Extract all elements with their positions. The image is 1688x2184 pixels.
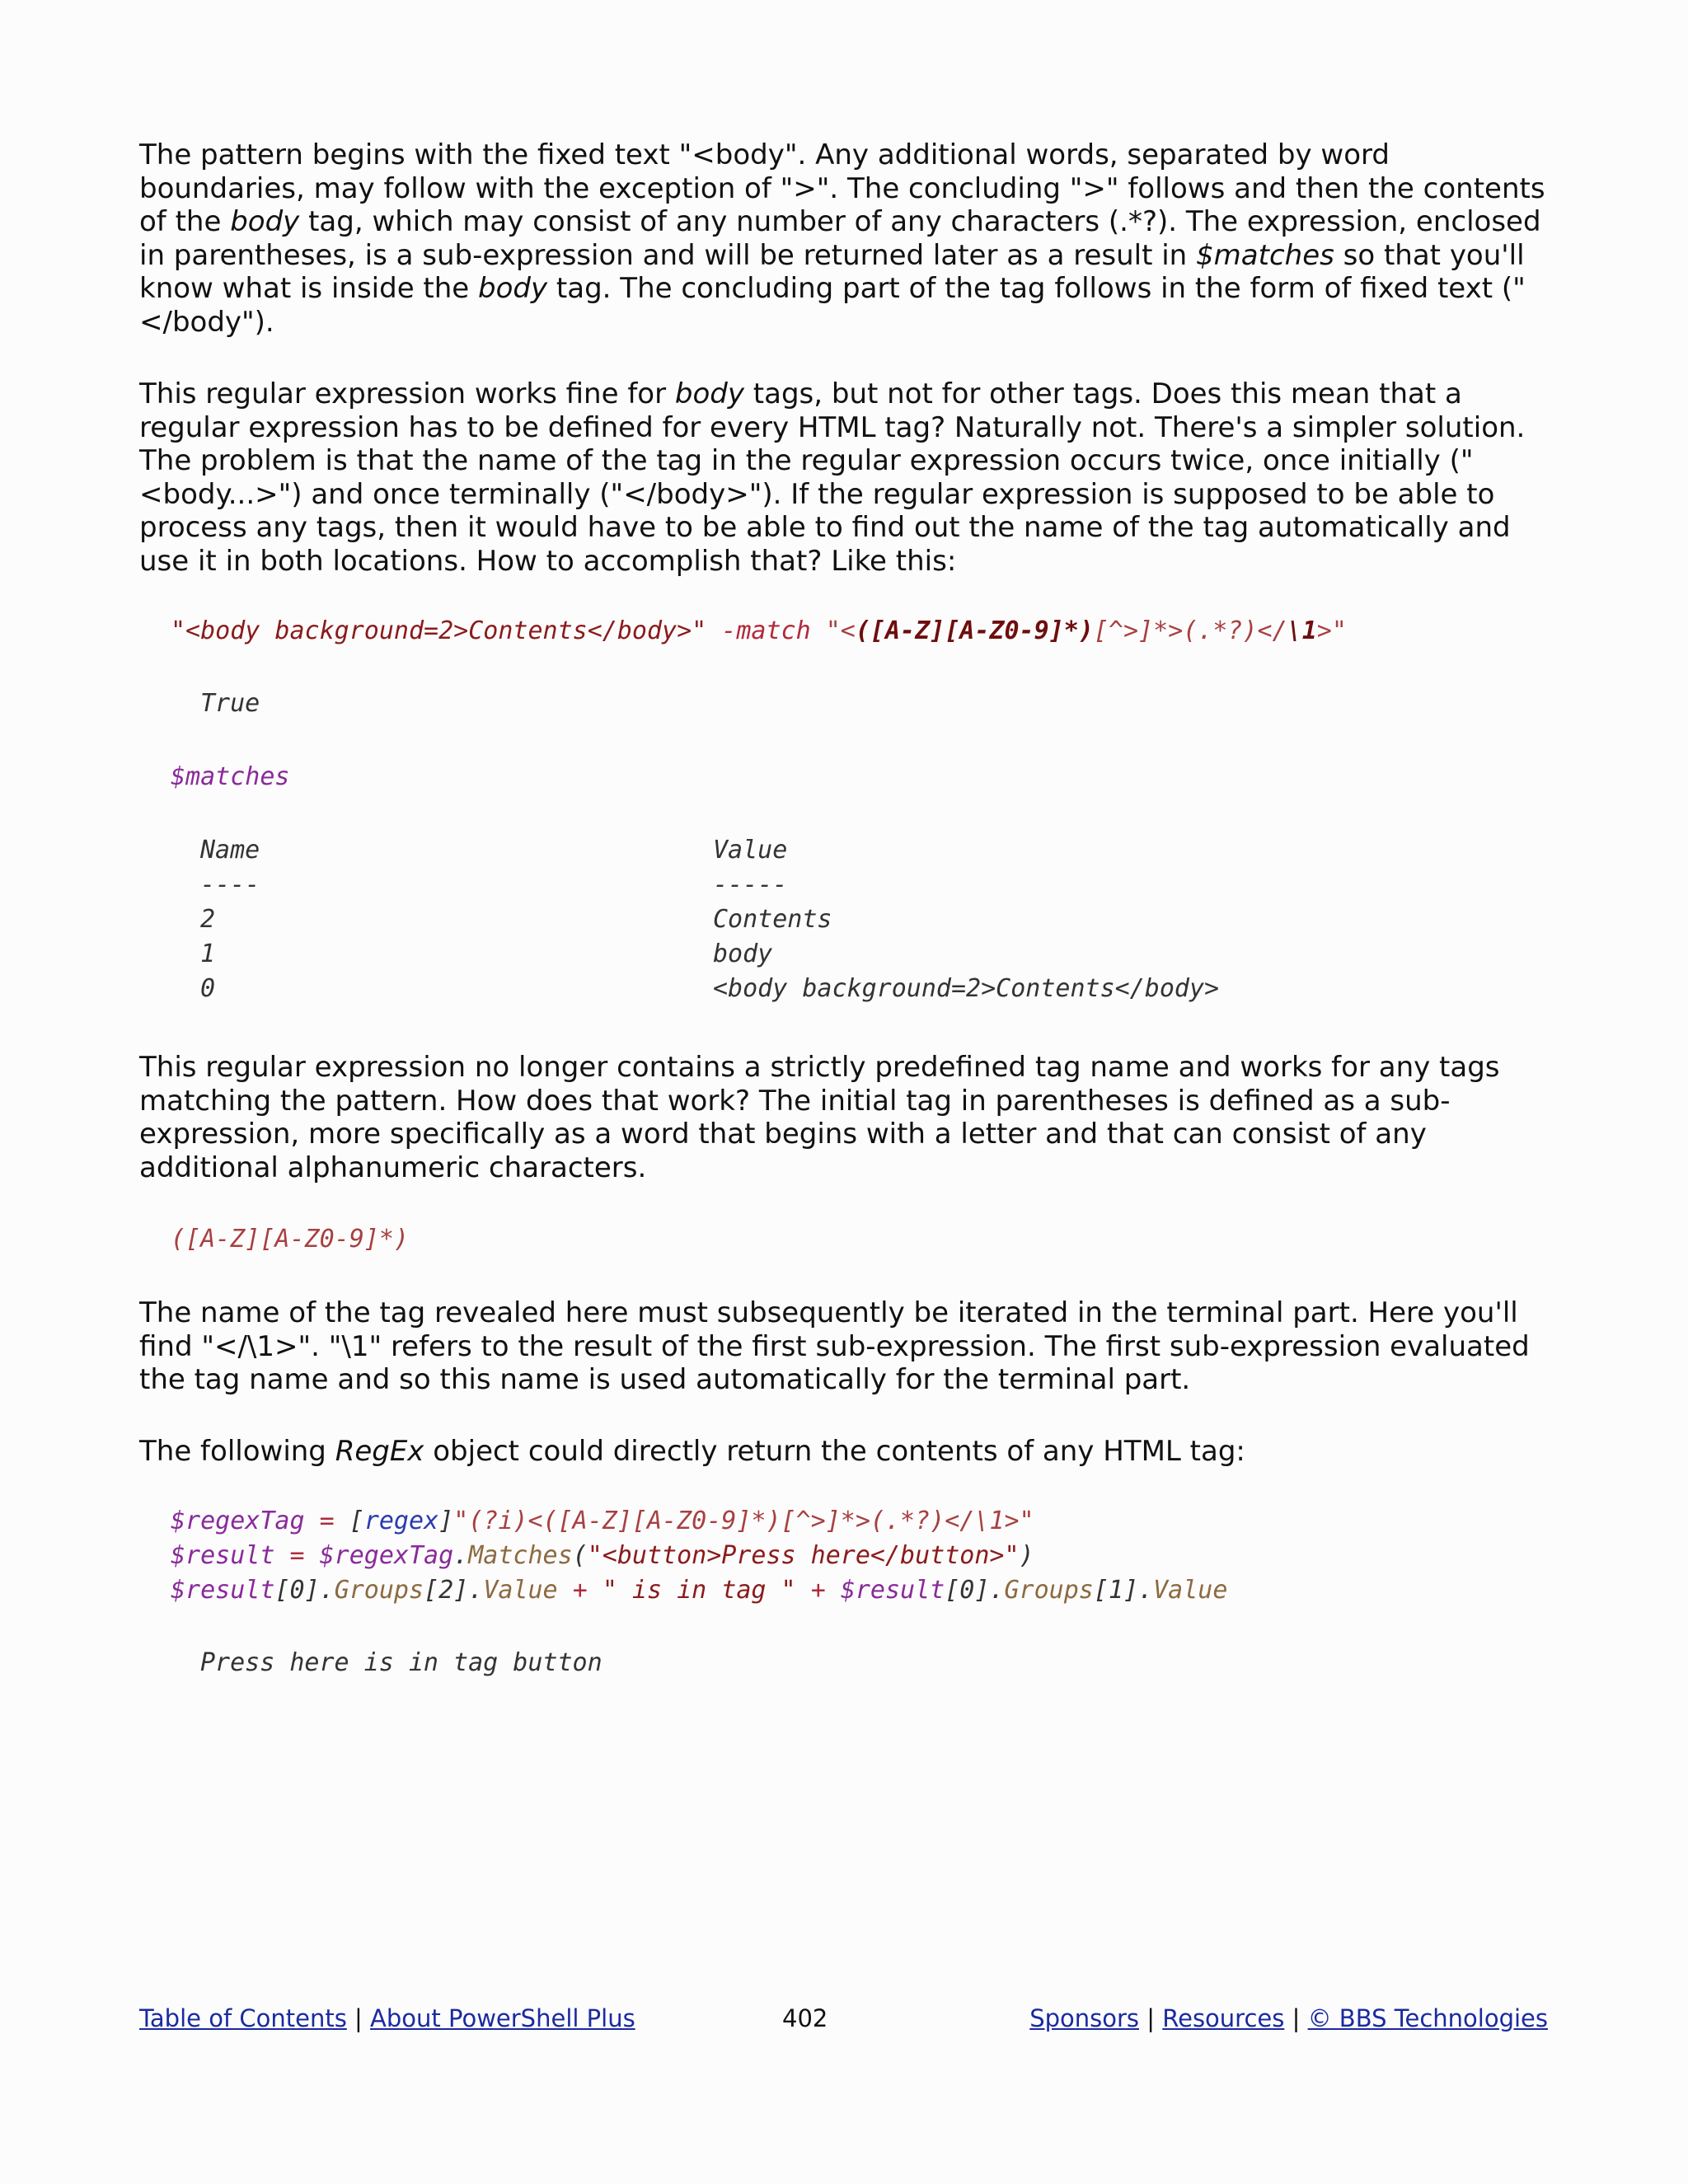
footer-separator: | bbox=[1292, 2004, 1301, 2032]
copyright-link[interactable]: © BBS Technologies bbox=[1307, 2004, 1548, 2032]
code-index: [0]. bbox=[945, 1576, 1005, 1605]
code-variable: $result bbox=[171, 1576, 275, 1605]
code-matches: $matches bbox=[171, 762, 290, 791]
code-regex-rest: [^>]*>(.*?)</ bbox=[1093, 616, 1287, 645]
code-regex-close: >" bbox=[1316, 616, 1347, 645]
code-bracket: ] bbox=[438, 1507, 454, 1535]
code-operator: + bbox=[810, 1576, 826, 1605]
code-property: Groups bbox=[1004, 1576, 1094, 1605]
sponsors-link[interactable]: Sponsors bbox=[1029, 2004, 1140, 2032]
table-row-value: body bbox=[713, 940, 773, 968]
output-result: Press here is in tag button bbox=[200, 1648, 603, 1677]
paragraph-5: The following RegEx object could directly return the contents of any HTML tag: bbox=[139, 1435, 1245, 1468]
table-header-value: Value bbox=[713, 836, 788, 865]
paragraph-1: The pattern begins with the fixed text "<body". Any additional words, separated by word boundaries, may follow with the exception of ">". The concluding ">" follows and then the contents of the body tag, which may consist of any number of any characters (.*?). The expression, enclosed in parentheses, is a sub-expression and will be returned later as a result in $matches so that you'll know what is inside the body tag. The concluding part of the tag follows in the form of fixed text ("</body"). bbox=[139, 138, 1545, 339]
code-regex-group: ([A-Z][A-Z0-9]*) bbox=[855, 616, 1094, 645]
page-number: 402 bbox=[782, 2004, 828, 2032]
code-line-2 bbox=[171, 1541, 1034, 1570]
table-row-value: <body background=2>Contents</body> bbox=[713, 974, 1220, 1003]
code-property: Value bbox=[483, 1576, 558, 1605]
code-operator: + bbox=[572, 1576, 588, 1605]
code-backref: \1 bbox=[1287, 616, 1317, 645]
code-paren: ) bbox=[1019, 1541, 1034, 1570]
code-regex-open: "< bbox=[825, 616, 856, 645]
code-dot: . bbox=[453, 1541, 469, 1570]
table-sep-name: ---- bbox=[200, 870, 260, 899]
code-string: "<button>Press here</button>" bbox=[587, 1541, 1020, 1570]
code-variable: $result bbox=[171, 1541, 275, 1570]
code-variable: $regexTag bbox=[171, 1507, 305, 1535]
code-property: Groups bbox=[334, 1576, 424, 1605]
about-link[interactable]: About PowerShell Plus bbox=[370, 2004, 635, 2032]
code-paren: ( bbox=[572, 1541, 588, 1570]
table-row-name: 2 bbox=[200, 905, 216, 934]
resources-link[interactable]: Resources bbox=[1162, 2004, 1285, 2032]
output-true: True bbox=[200, 689, 260, 718]
code-operator: = bbox=[319, 1507, 335, 1535]
table-row-value: Contents bbox=[713, 905, 832, 934]
code-subexpression: ([A-Z][A-Z0-9]*) bbox=[171, 1225, 409, 1254]
code-index: [0]. bbox=[274, 1576, 335, 1605]
code-index: [1]. bbox=[1093, 1576, 1154, 1605]
footer-left bbox=[139, 2004, 635, 2032]
code-string: " is in tag " bbox=[602, 1576, 796, 1605]
footer-right bbox=[1029, 2004, 1548, 2032]
paragraph-2: This regular expression works fine for body tags, but not for other tags. Does this mean that a regular expression has to be defined for every HTML tag? Naturally not. There's a simpler solution. The problem is that the name of the tag in the regular expression occurs twice, once initially ("<body...>") and once terminally ("</body>"). If the regular expression is supposed to be able to process any tags, then it would have to be able to find out the name of the tag automatically and use it in both locations. How to accomplish that? Like this: bbox=[139, 377, 1526, 578]
code-bracket: [ bbox=[349, 1507, 364, 1535]
code-operator: -match bbox=[721, 616, 811, 645]
code-method: Matches bbox=[468, 1541, 573, 1570]
code-operator: = bbox=[289, 1541, 305, 1570]
table-row-name: 1 bbox=[200, 940, 216, 968]
code-variable: $regexTag bbox=[319, 1541, 454, 1570]
table-sep-value: ----- bbox=[713, 870, 788, 899]
footer-separator: | bbox=[354, 2004, 363, 2032]
code-property: Value bbox=[1153, 1576, 1228, 1605]
code-type: regex bbox=[363, 1507, 439, 1535]
toc-link[interactable]: Table of Contents bbox=[139, 2004, 347, 2032]
paragraph-4: The name of the tag revealed here must subsequently be iterated in the terminal part. Here you'll find "</\1>". "\1" refers to the result of the first sub-expression. The first sub-expression evaluated the tag name and so this name is used automatically for the terminal part. bbox=[139, 1296, 1530, 1396]
paragraph-3: This regular expression no longer contains a strictly predefined tag name and works for any tags matching the pattern. How does that work? The initial tag in parentheses is defined as a sub-expression, more specifically as a word that begins with a letter and that can consist of any additional alphanumeric characters. bbox=[139, 1051, 1500, 1184]
footer-separator: | bbox=[1146, 2004, 1156, 2032]
code-string: "(?i)<([A-Z][A-Z0-9]*)[^>]*>(.*?)</\1>" bbox=[453, 1507, 1034, 1535]
code-string: "<body background=2>Contents</body>" bbox=[171, 616, 707, 645]
table-header-name: Name bbox=[200, 836, 260, 865]
code-index: [2]. bbox=[424, 1576, 484, 1605]
code-line-1 bbox=[171, 1507, 1034, 1535]
code-variable: $result bbox=[840, 1576, 945, 1605]
table-row-name: 0 bbox=[200, 974, 216, 1003]
code-line-3 bbox=[171, 1576, 1227, 1605]
code-match-line bbox=[171, 616, 1347, 645]
